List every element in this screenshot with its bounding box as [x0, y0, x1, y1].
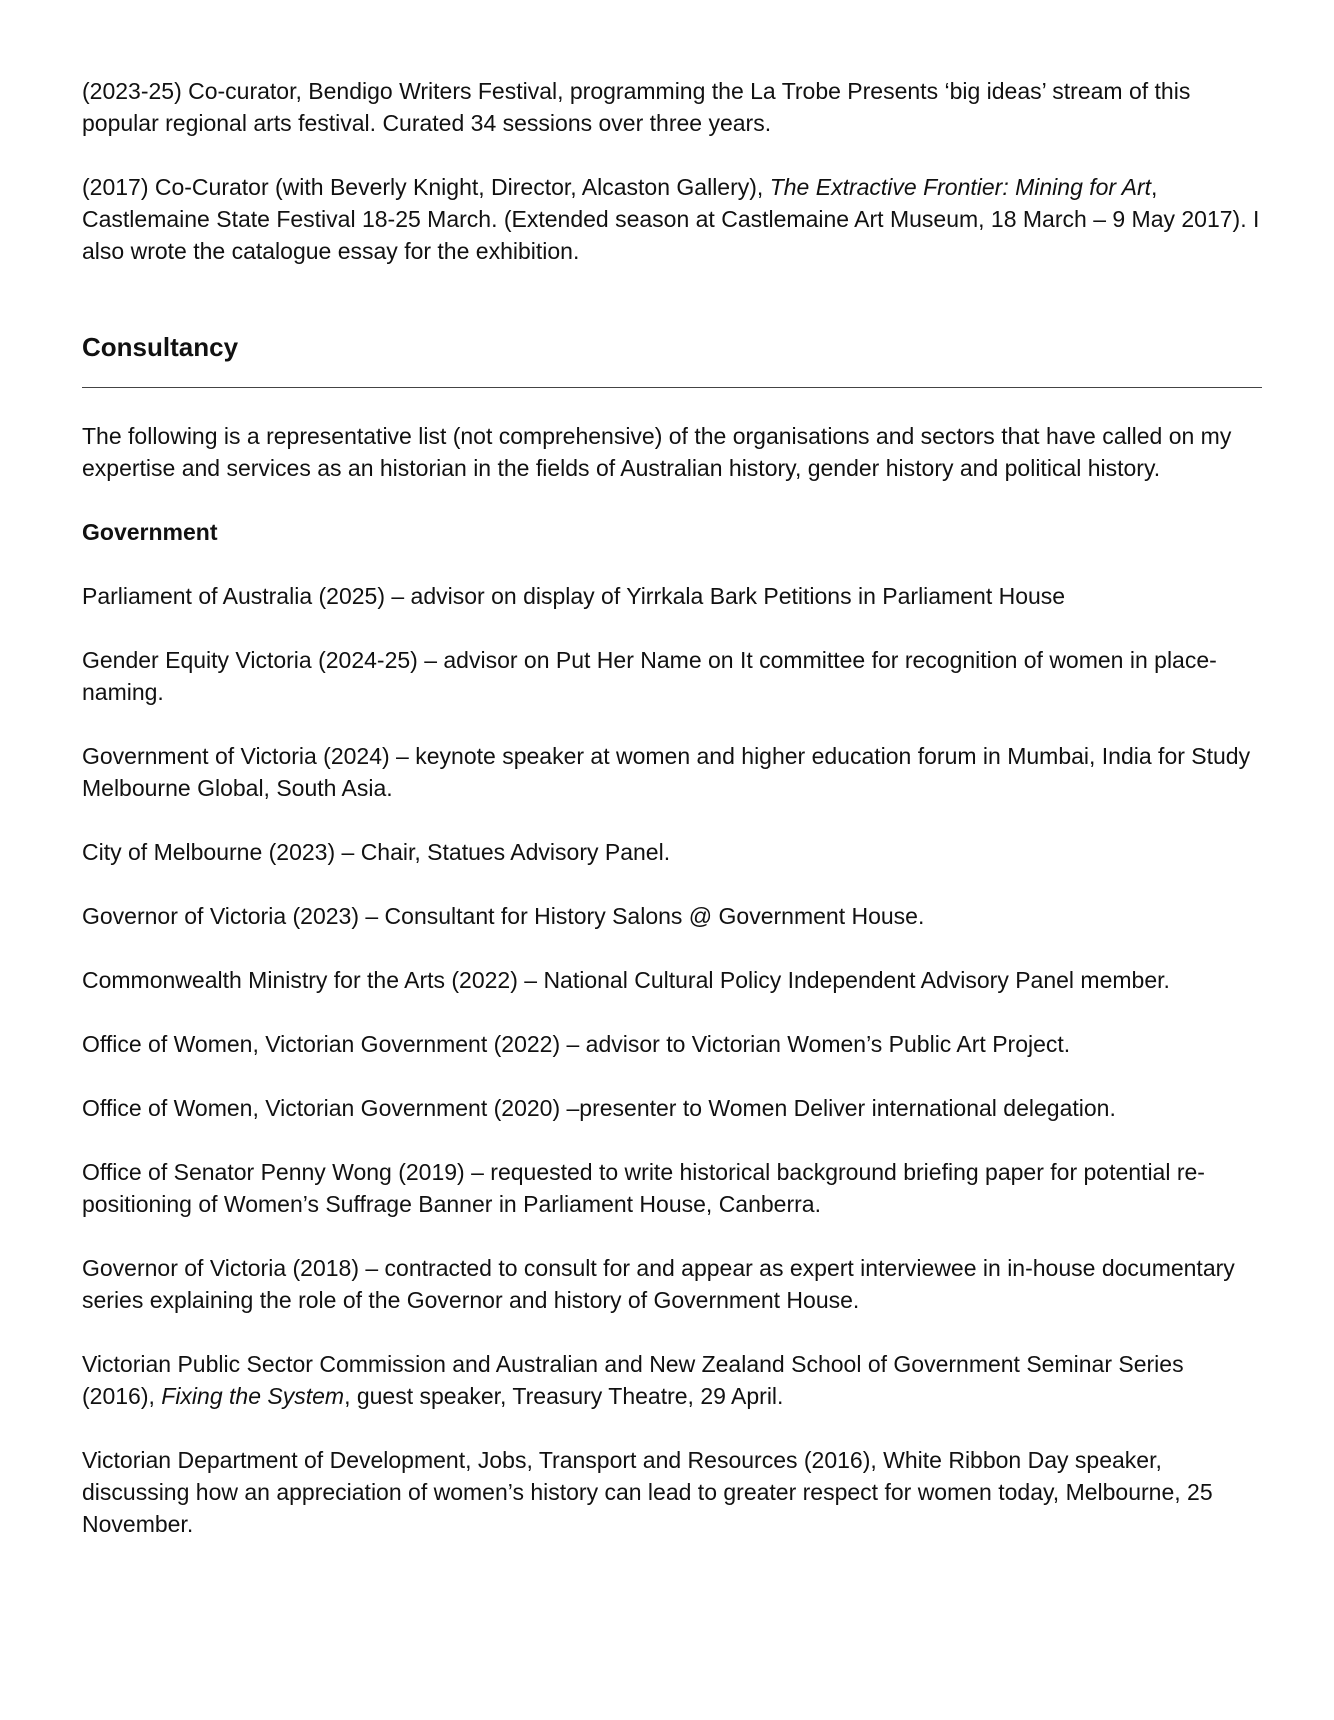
list-item-seminar	[82, 1348, 1262, 1412]
list-item: Governor of Victoria (2023) – Consultant for History Salons @ Government House.	[82, 903, 925, 929]
list-item: Commonwealth Ministry for the Arts (2022) – National Cultural Policy Independent Advisory Panel member.	[82, 967, 1170, 993]
list-item: Office of Women, Victorian Government (2022) – advisor to Victorian Women’s Public Art Project.	[82, 1031, 1071, 1057]
document-page	[82, 75, 1262, 1572]
curating-entry-2023: (2023-25) Co-curator, Bendigo Writers Festival, programming the La Trobe Presents ‘big ideas’ stream of this popular regional arts festival. Curated 34 sessions over three years.	[82, 78, 1191, 136]
consultancy-intro: The following is a representative list (not comprehensive) of the organisations and sectors that have called on my expertise and services as an historian in the fields of Australian history, gender history and political history.	[82, 423, 1232, 481]
seminar-lead: Victorian Public Sector Commission and Australian and New Zealand School of Government Seminar Series (2016),	[82, 1351, 1184, 1409]
list-item: City of Melbourne (2023) – Chair, Statues Advisory Panel.	[82, 839, 671, 865]
list-item: Gender Equity Victoria (2024-25) – advisor on Put Her Name on It committee for recognition of women in place-naming.	[82, 647, 1217, 705]
exhibition-title: The Extractive Frontier: Mining for Art	[769, 174, 1152, 200]
list-item: Governor of Victoria (2018) – contracted to consult for and appear as expert interviewee in in-house documentary series explaining the role of the Governor and history of Government House.	[82, 1255, 1235, 1313]
list-item: Office of Women, Victorian Government (2020) –presenter to Women Deliver international delegation.	[82, 1095, 1116, 1121]
list-item: Government of Victoria (2024) – keynote speaker at women and higher education forum in Mumbai, India for Study Melbourne Global, South Asia.	[82, 743, 1251, 801]
curating-entry-2017	[82, 171, 1262, 267]
consultancy-heading: Consultancy	[82, 332, 239, 362]
list-item: Parliament of Australia (2025) – advisor on display of Yirrkala Bark Petitions in Parliament House	[82, 583, 1066, 609]
curating-entry-2017-tail: , Castlemaine State Festival 18-25 March. (Extended season at Castlemaine Art Museum, 18 March – 9 May 2017). I also wrote the catalogue essay for the exhibition.	[82, 174, 1260, 264]
seminar-title: Fixing the System	[161, 1383, 345, 1409]
list-item-white-ribbon: Victorian Department of Development, Jobs, Transport and Resources (2016), White Ribbon Day speaker, discussing how an appreciation of women’s history can lead to greater respect for women today, Melbourne, 25 November.	[82, 1447, 1213, 1537]
list-item: Office of Senator Penny Wong (2019) – requested to write historical background briefing paper for potential re-positioning of Women’s Suffrage Banner in Parliament House, Canberra.	[82, 1159, 1205, 1217]
seminar-tail: , guest speaker, Treasury Theatre, 29 April.	[344, 1383, 784, 1409]
curating-entry-2017-lead: (2017) Co-Curator (with Beverly Knight, Director, Alcaston Gallery),	[82, 174, 770, 200]
section-divider	[82, 387, 1262, 388]
government-heading: Government	[82, 519, 218, 545]
